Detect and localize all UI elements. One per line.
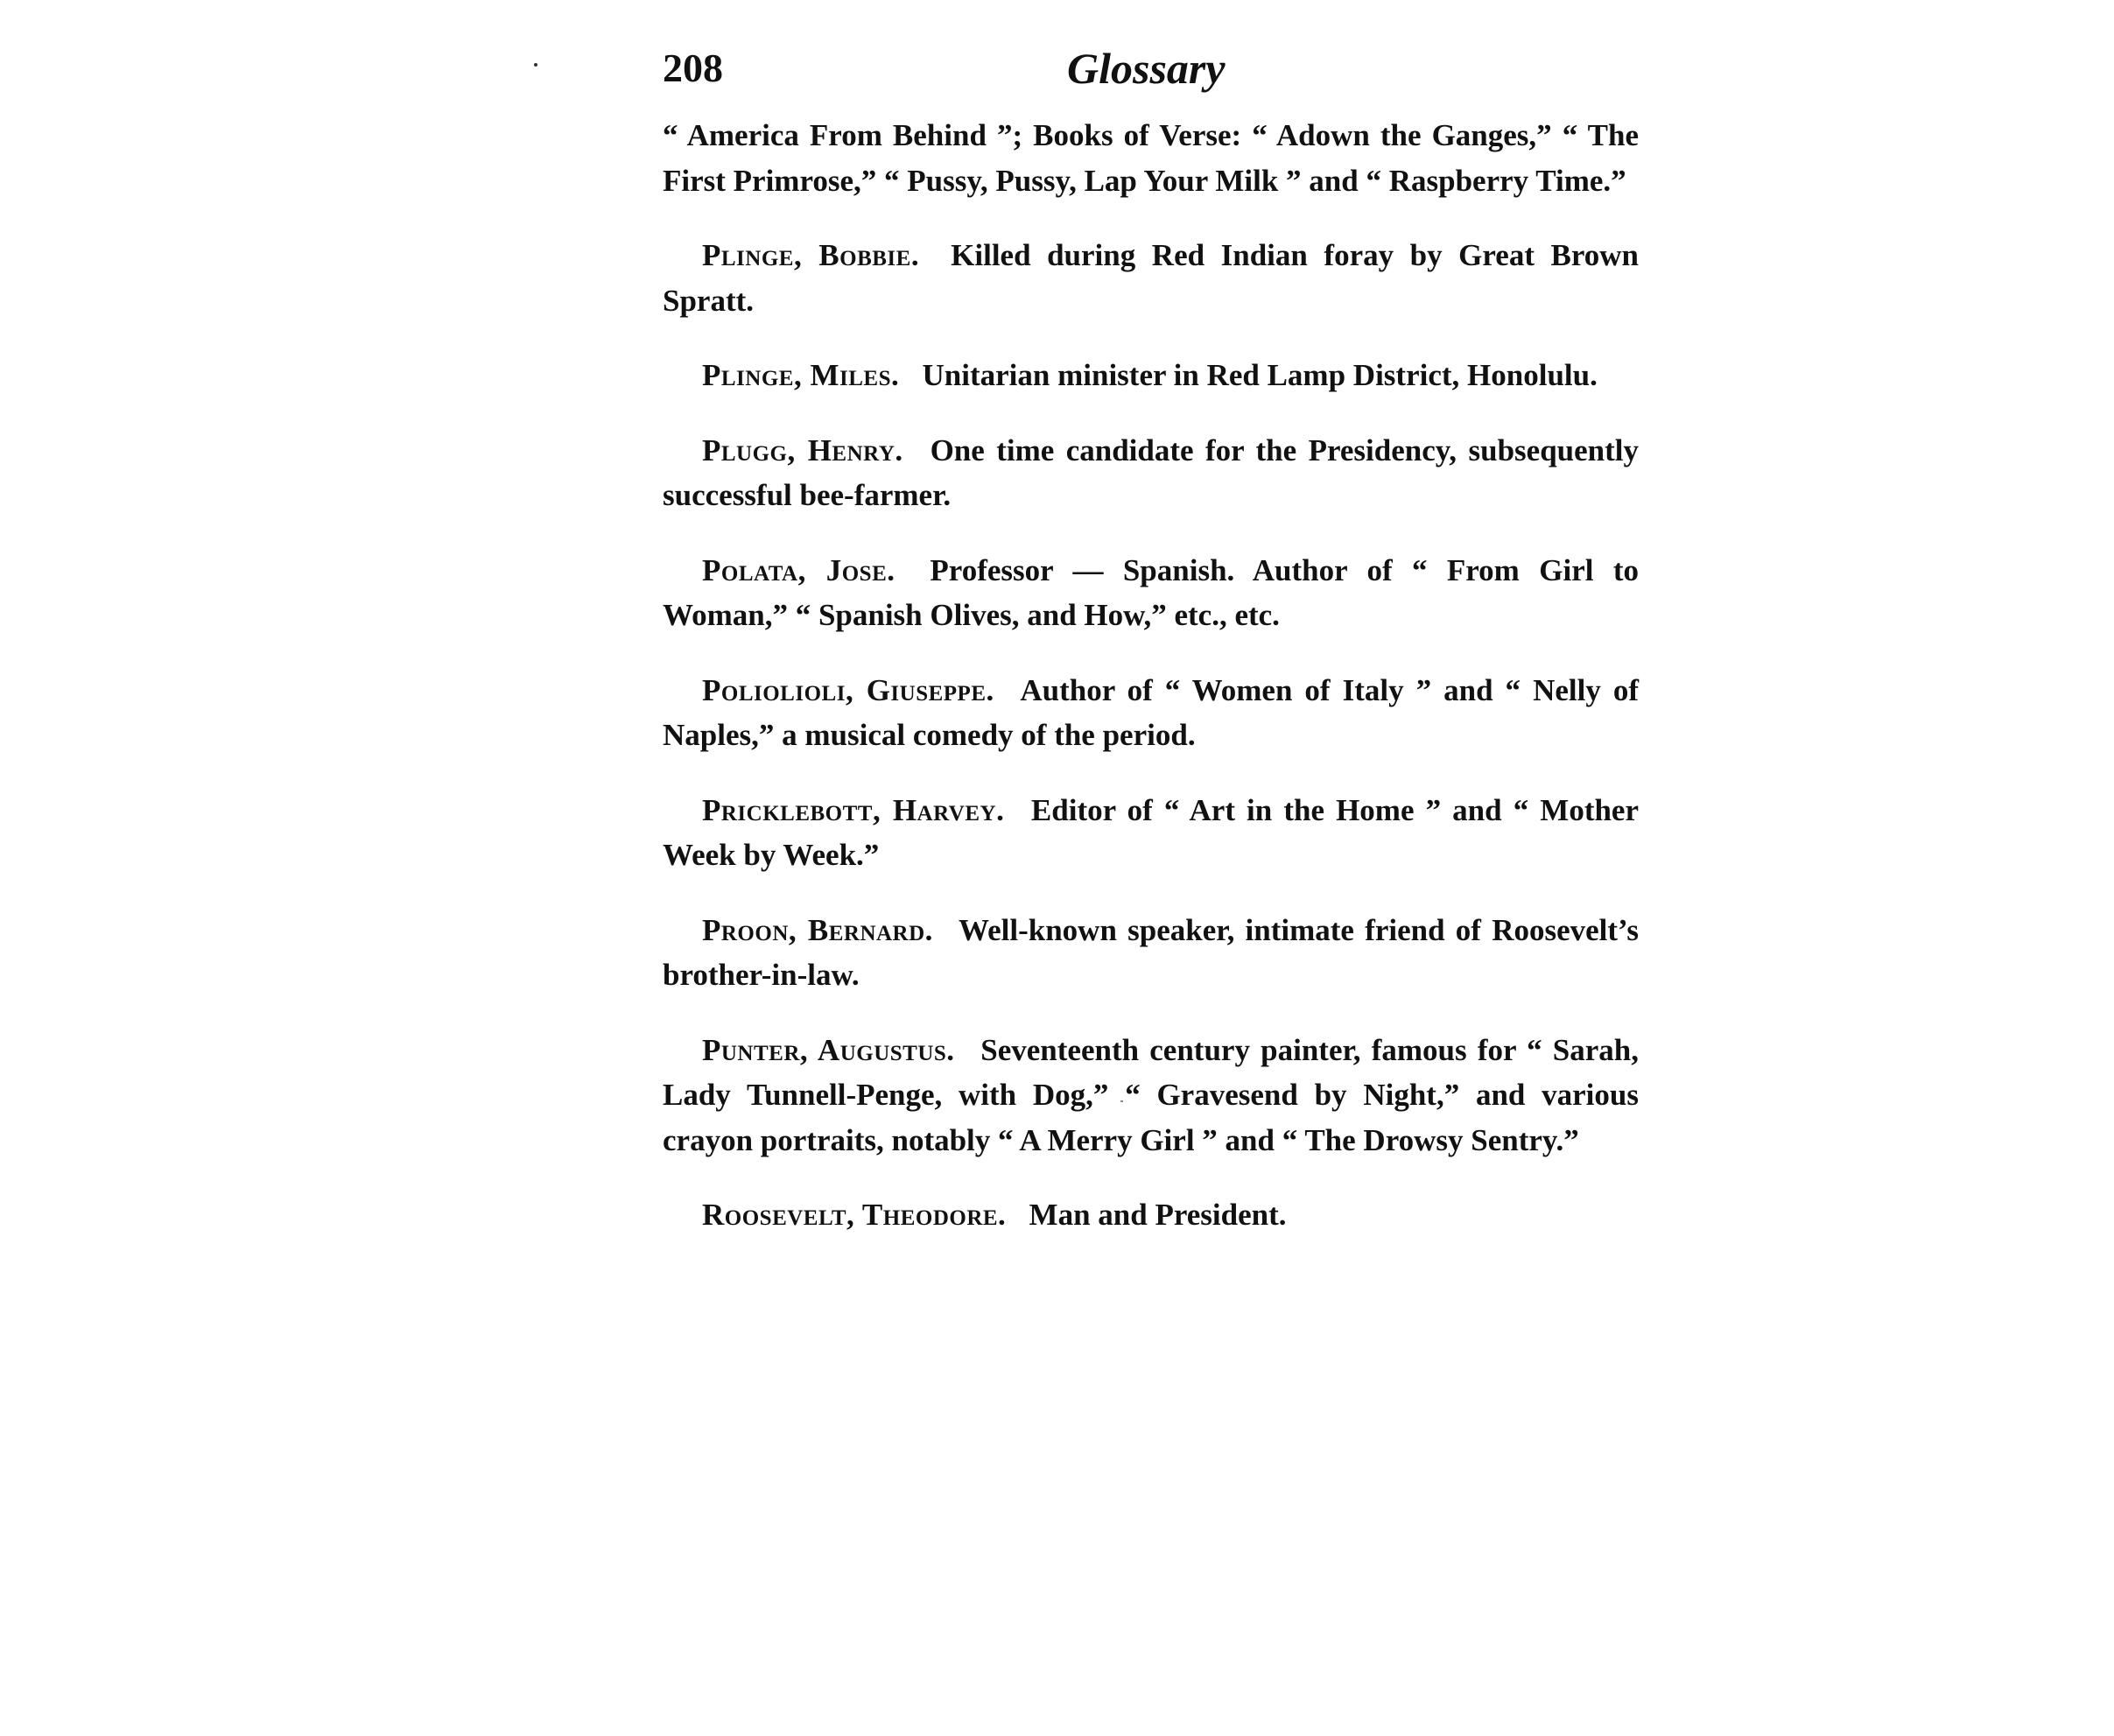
running-head: Glossary [1067, 44, 1226, 93]
page-header [663, 42, 1639, 95]
entry-surname: Plinge [702, 238, 794, 272]
entry-given-name: Henry [807, 432, 895, 467]
glossary-entry [663, 1192, 1639, 1238]
entry-surname: Pricklebott [702, 792, 873, 827]
glossary-entry [663, 908, 1639, 998]
entry-name: Proon, Bernard. [702, 912, 933, 947]
glossary-entry [663, 233, 1639, 323]
continued-entry-text: “ America From Behind ”; Books of Verse: “ Adown the Ganges,” “ The First Primrose,” “ Pussy, Pussy, Lap Your Milk ” and “ Raspberry Time.” [663, 118, 1639, 198]
entry-given-name: Bernard [807, 912, 925, 947]
glossary-entry [663, 353, 1639, 398]
entry-name: Polata, Jose. [702, 552, 895, 587]
entry-given-name: Harvey [892, 792, 997, 827]
entry-given-name: Augustus [817, 1032, 947, 1067]
entry-name: Plinge, Bobbie. [702, 238, 920, 272]
entry-description: Seventeenth century painter, famous for “ Sarah, Lady Tunnell-Penge, with Dog,” “ Gravesend by Night,” and various crayon portraits, notably “ A Merry Girl ” and “ The Drowsy Sentry.” [663, 1032, 1639, 1157]
glossary-entries [663, 233, 1639, 1238]
entry-name: Plinge, Miles. [702, 358, 900, 392]
glossary-entry [663, 788, 1639, 878]
entry-given-name: Bobbie [818, 238, 911, 272]
ink-speck [534, 63, 537, 67]
glossary-text [663, 113, 1639, 1268]
entry-name: Pricklebott, Harvey. [702, 792, 1005, 827]
entry-description: Killed during Red Indian foray by Great Brown Spratt. [663, 238, 1640, 318]
page-number: 208 [663, 46, 723, 90]
entry-description: Well-known speaker, intimate friend of Roosevelt’s brother-in-law. [663, 912, 1640, 992]
entry-surname: Polata [702, 552, 798, 587]
entry-surname: Plugg [702, 432, 788, 467]
entry-surname: Plinge [702, 358, 794, 392]
entry-surname: Punter [702, 1032, 800, 1067]
entry-description: Professor — Spanish. Author of “ From Girl to Woman,” “ Spanish Olives, and How,” etc., etc. [663, 552, 1640, 632]
entry-surname: Proon [702, 912, 789, 947]
entry-given-name: Giuseppe [866, 672, 987, 707]
entry-name: Plugg, Henry. [702, 432, 903, 467]
entry-given-name: Jose [825, 552, 888, 587]
entry-name: Poliolioli, Giuseppe. [702, 672, 994, 707]
entry-name: Roosevelt, Theodore. [702, 1198, 1007, 1232]
entry-surname: Roosevelt [702, 1198, 847, 1232]
entry-description: Unitarian minister in Red Lamp District, Honolulu. [922, 358, 1598, 392]
entry-description: Author of “ Women of Italy ” and “ Nelly of Naples,” a musical comedy of the period. [663, 672, 1640, 752]
glossary-entry [663, 1028, 1639, 1163]
entry-given-name: Theodore [861, 1198, 999, 1232]
entry-description: Editor of “ Art in the Home ” and “ Mother Week by Week.” [663, 792, 1640, 872]
entry-description: One time candidate for the Presidency, subsequently successful bee-farmer. [663, 432, 1639, 512]
entry-given-name: Miles [810, 358, 891, 392]
entry-description: Man and President. [1029, 1198, 1287, 1232]
entry-surname: Poliolioli [702, 672, 846, 707]
glossary-entry [663, 428, 1639, 518]
glossary-entry [663, 668, 1639, 758]
entry-name: Punter, Augustus. [702, 1032, 955, 1067]
glossary-entry [663, 548, 1639, 638]
